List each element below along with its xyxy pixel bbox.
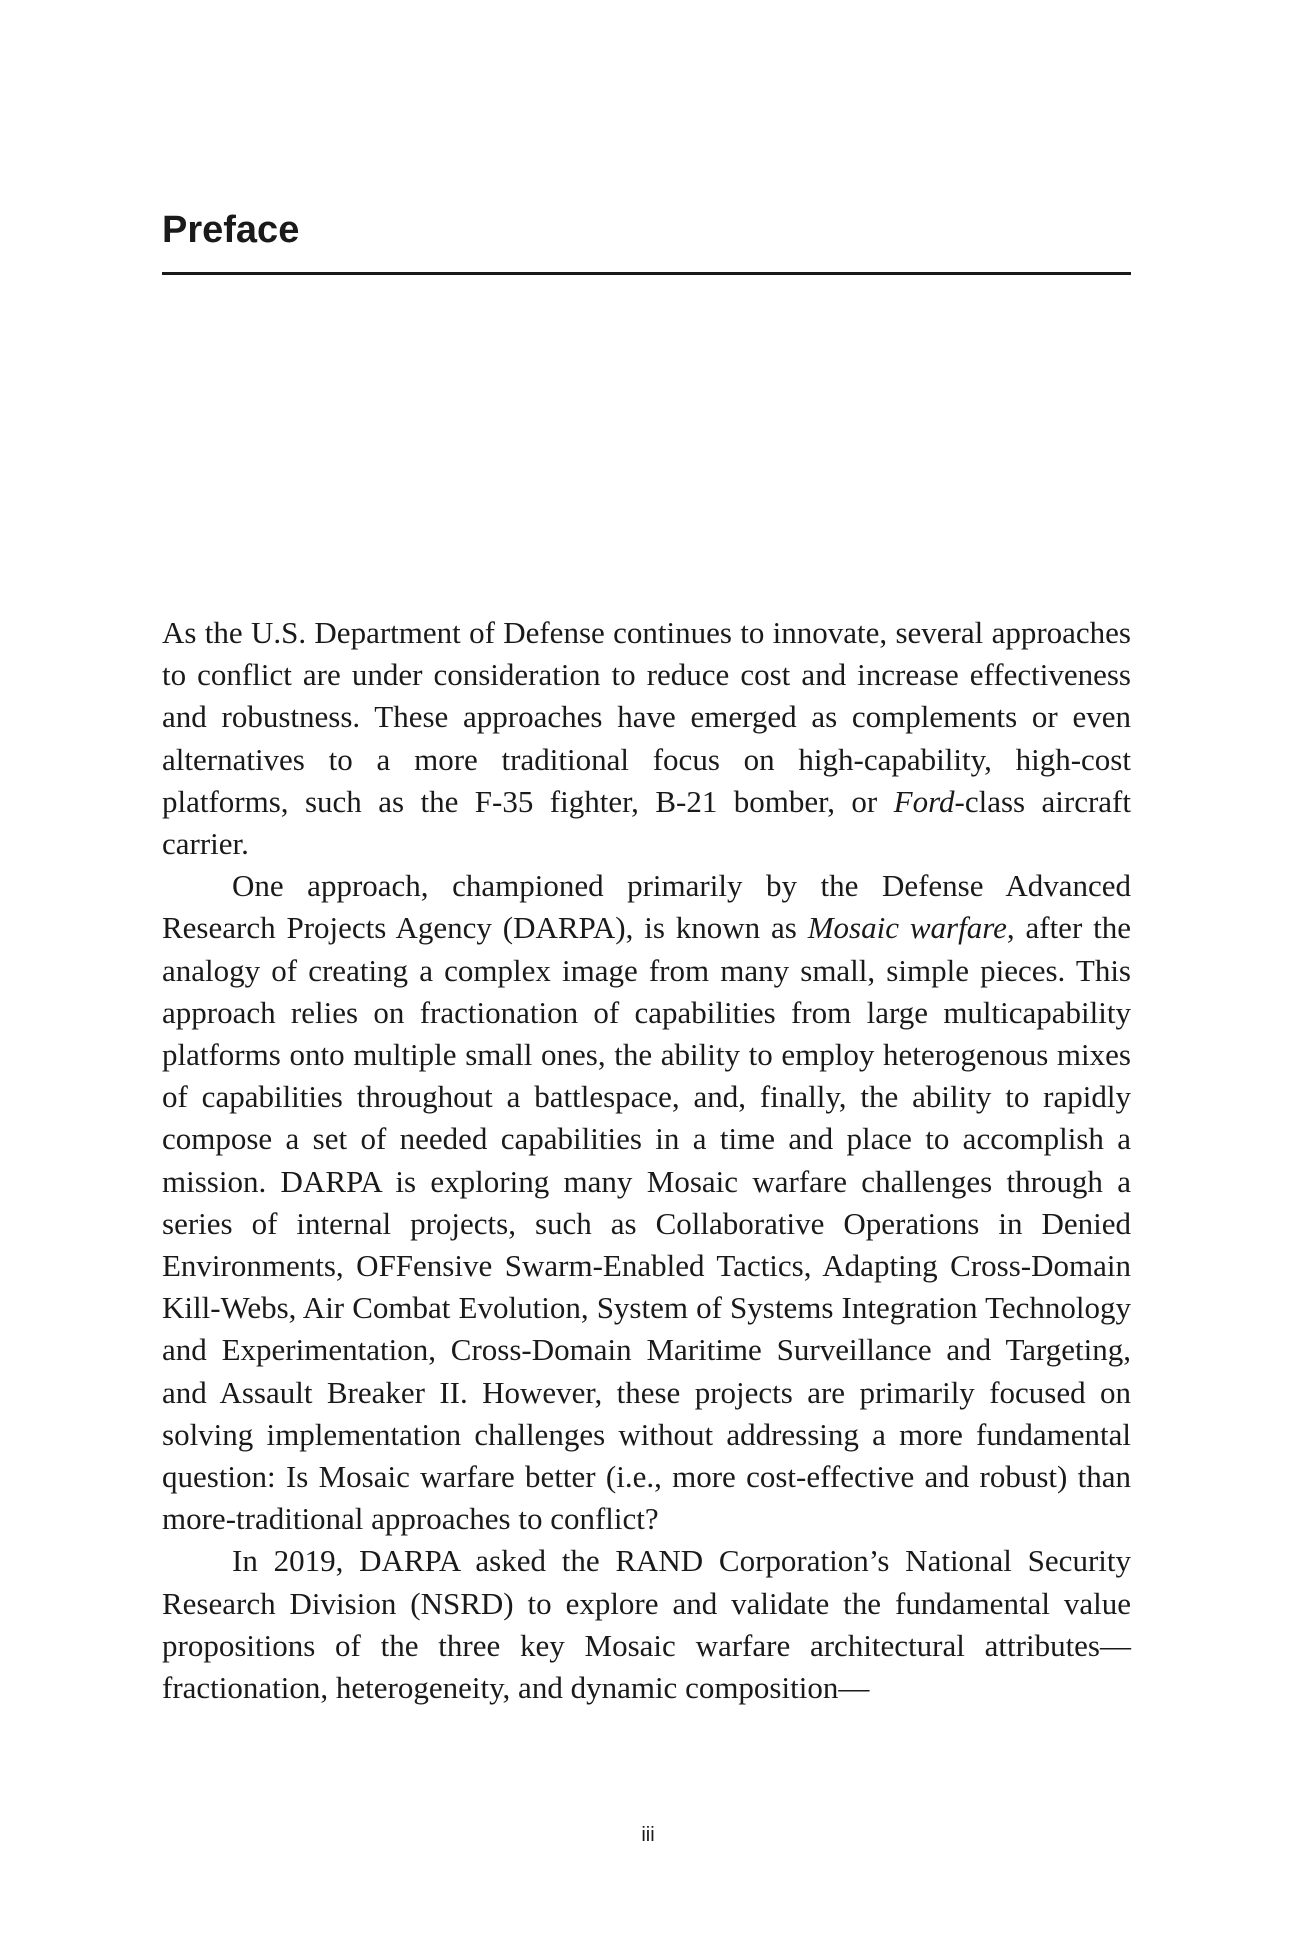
paragraph-1 — [162, 612, 1131, 865]
paragraph-2 — [162, 865, 1131, 1540]
paragraph-3: In 2019, DARPA asked the RAND Corporation’s National Security Research Division (NSRD) to explore and validate the fundamental value propositions of the three key Mosaic warfare architectural attributes—fractionation, heterogeneity, and dynamic composition— — [162, 1543, 1131, 1706]
paragraph-1-text-start: As the U.S. Department of Defense continues to innovate, several approaches to conflict are under consideration to reduce cost and increase effectiveness and robustness. These approaches have emerged as complements or even alternatives to a more traditional focus on high-capability, high-cost platforms, such as the F-35 fighter, B-21 bomber, or — [162, 615, 1131, 819]
paragraph-2-text-start: One approach, championed primarily by the Defense Advanced Research Projects Agency (DARPA), is known as — [162, 868, 1131, 946]
paragraph-2-text-end: , after the analogy of creating a complex image from many small, simple pieces. This approach relies on fractionation of capabilities from large multicapability platforms onto multiple small ones, the ability to employ heterogenous mixes of capabilities throughout a battlespace, and, finally, the ability to rapidly compose a set of needed capabilities in a time and place to accomplish a mission. DARPA is exploring many Mosaic warfare challenges through a series of internal projects, such as Collaborative Operations in Denied Environments, OFFensive Swarm-Enabled Tactics, Adapting Cross-Domain Kill-Webs, Air Combat Evolution, System of Systems Integration Technology and Experimentation, Cross-Domain Maritime Surveillance and Targeting, and Assault Breaker II. However, these projects are primarily focused on solving implementation challenges without addressing a more fundamental question: Is Mosaic warfare better (i.e., more cost-effective and robust) than more-traditional approaches to conflict? — [162, 910, 1131, 1537]
paragraph-2-italic-mosaic-warfare: Mosaic warfare — [807, 910, 1007, 946]
chapter-heading: Preface — [162, 209, 300, 251]
paragraph-1-italic-ford: Ford — [893, 783, 955, 819]
heading-rule — [162, 272, 1131, 275]
paragraph-1-text-end: -class aircraft carrier. — [162, 783, 1131, 862]
preface-body — [162, 612, 1131, 1709]
page-number: iii — [641, 1824, 655, 1846]
